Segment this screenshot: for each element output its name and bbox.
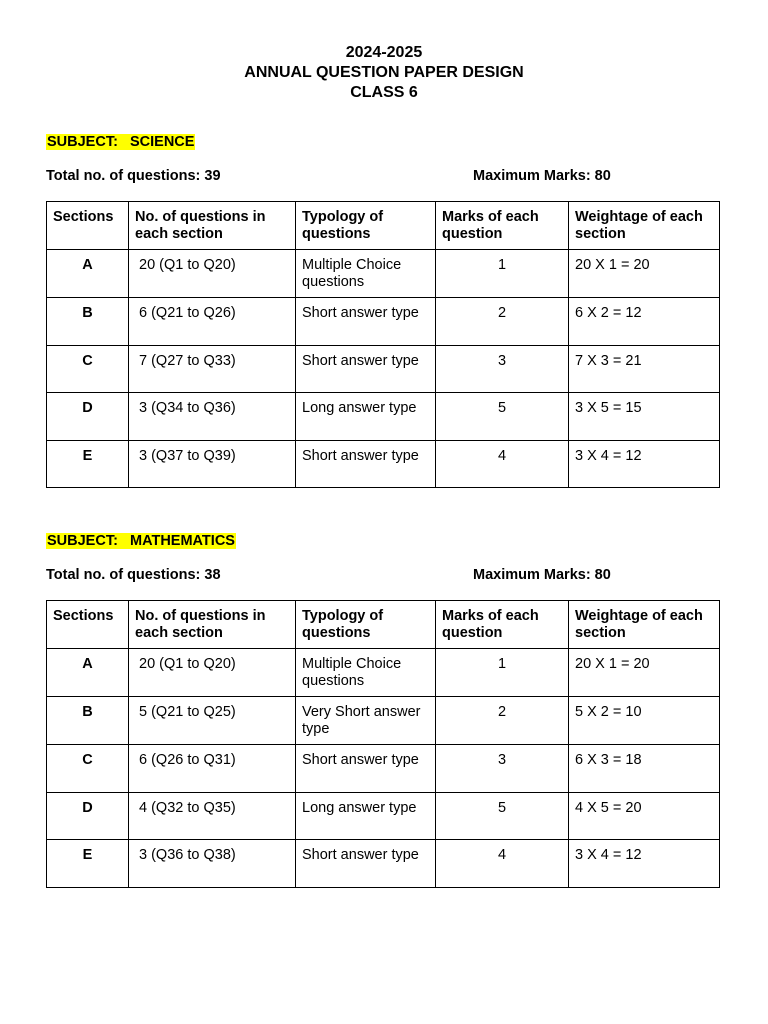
section-cell: E [47,440,129,488]
typology-cell: Short answer type [296,440,436,488]
marks-cell: 5 [436,393,569,441]
weightage-cell: 5 X 2 = 10 [569,697,720,745]
science-subject-label: SUBJECT: SCIENCE [47,134,195,150]
marks-cell: 2 [436,298,569,346]
marks-cell: 4 [436,440,569,488]
mathematics-table [46,600,720,888]
typology-cell: Long answer type [296,792,436,840]
header-marks: Marks of each question [436,202,569,250]
typology-cell: Short answer type [296,840,436,888]
table-row [47,840,720,888]
table-row [47,649,720,697]
header-sections: Sections [47,202,129,250]
header-question-count: No. of questions in each section [129,601,296,649]
marks-cell: 1 [436,649,569,697]
mathematics-max-marks: Maximum Marks: 80 [473,567,611,583]
header-typology: Typology of questions [296,202,436,250]
table-row [47,440,720,488]
weightage-cell: 20 X 1 = 20 [569,649,720,697]
count-cell: 7 (Q27 to Q33) [129,345,296,393]
section-cell: A [47,649,129,697]
header-sections: Sections [47,601,129,649]
section-cell: D [47,792,129,840]
typology-cell: Multiple Choice questions [296,250,436,298]
header-weightage: Weightage of each section [569,601,720,649]
marks-cell: 3 [436,345,569,393]
count-cell: 4 (Q32 to Q35) [129,792,296,840]
marks-cell: 4 [436,840,569,888]
academic-year: 2024-2025 [345,44,423,61]
science-meta [46,167,726,185]
count-cell: 6 (Q26 to Q31) [129,745,296,793]
marks-cell: 2 [436,697,569,745]
mathematics-subject-heading [46,532,236,550]
mathematics-meta [46,566,726,584]
table-row [47,393,720,441]
weightage-cell: 3 X 4 = 12 [569,840,720,888]
science-total-questions: Total no. of questions: 39 [46,168,221,184]
weightage-cell: 4 X 5 = 20 [569,792,720,840]
science-table [46,201,720,488]
count-cell: 3 (Q36 to Q38) [129,840,296,888]
header-question-count: No. of questions in each section [129,202,296,250]
document-header [0,43,768,103]
weightage-cell: 7 X 3 = 21 [569,345,720,393]
weightage-cell: 6 X 3 = 18 [569,745,720,793]
section-cell: C [47,745,129,793]
typology-cell: Short answer type [296,745,436,793]
table-row [47,745,720,793]
marks-cell: 5 [436,792,569,840]
count-cell: 5 (Q21 to Q25) [129,697,296,745]
marks-cell: 1 [436,250,569,298]
mathematics-subject-label: SUBJECT: MATHEMATICS [47,533,235,549]
count-cell: 20 (Q1 to Q20) [129,649,296,697]
table-header-row [47,601,720,649]
typology-cell: Short answer type [296,345,436,393]
table-row [47,697,720,745]
section-cell: A [47,250,129,298]
table-row [47,345,720,393]
typology-cell: Multiple Choice questions [296,649,436,697]
class-label: CLASS 6 [350,84,418,101]
table-row [47,792,720,840]
table-row [47,250,720,298]
table-header-row [47,202,720,250]
header-weightage: Weightage of each section [569,202,720,250]
weightage-cell: 20 X 1 = 20 [569,250,720,298]
weightage-cell: 3 X 5 = 15 [569,393,720,441]
marks-cell: 3 [436,745,569,793]
count-cell: 20 (Q1 to Q20) [129,250,296,298]
count-cell: 3 (Q34 to Q36) [129,393,296,441]
section-cell: E [47,840,129,888]
header-typology: Typology of questions [296,601,436,649]
section-cell: B [47,697,129,745]
typology-cell: Very Short answer type [296,697,436,745]
document-title: ANNUAL QUESTION PAPER DESIGN [244,64,524,81]
weightage-cell: 3 X 4 = 12 [569,440,720,488]
count-cell: 3 (Q37 to Q39) [129,440,296,488]
header-marks: Marks of each question [436,601,569,649]
typology-cell: Short answer type [296,298,436,346]
science-subject-heading [46,133,195,151]
weightage-cell: 6 X 2 = 12 [569,298,720,346]
section-cell: C [47,345,129,393]
mathematics-total-questions: Total no. of questions: 38 [46,567,221,583]
section-cell: D [47,393,129,441]
science-max-marks: Maximum Marks: 80 [473,168,611,184]
table-row [47,298,720,346]
count-cell: 6 (Q21 to Q26) [129,298,296,346]
section-cell: B [47,298,129,346]
typology-cell: Long answer type [296,393,436,441]
